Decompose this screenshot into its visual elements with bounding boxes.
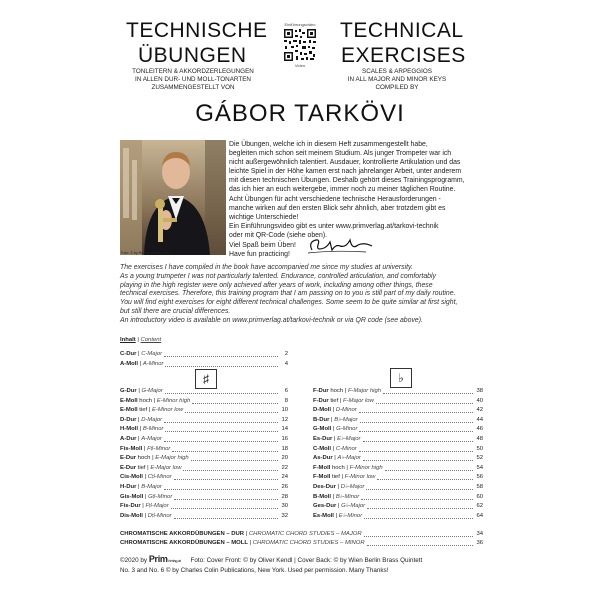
closing-de: Viel Spaß beim Üben! [229, 242, 296, 249]
toc-entry-de: G-Dur [120, 388, 137, 394]
toc-leader-dots [363, 441, 473, 442]
toc-entry[interactable] [120, 530, 362, 538]
toc-entry-de: Des-Dur [313, 484, 336, 490]
toc-leader-dots [363, 460, 473, 461]
toc-page-number: 16 [281, 436, 288, 442]
toc-entry-de: E-Dur [120, 455, 137, 462]
toc-entry-sep: | [150, 455, 156, 462]
toc-entry-sep: | [338, 397, 344, 404]
toc-page-number: 8 [284, 397, 288, 404]
toc-entry-sep: | [136, 416, 142, 423]
toc-leader-dots [364, 536, 473, 537]
signature [306, 236, 374, 256]
en-line: The exercises I have compiled in the book have accompanied me since my studies at university. [120, 264, 413, 271]
toc-leader-dots [164, 422, 278, 423]
en-line: technical exercises. Therefore, this training program that I am passing on to you is still part of my daily routine. [120, 290, 456, 298]
toc-entry-de: Dis-Moll [120, 512, 143, 519]
toc-heading-de: Inhalt [120, 337, 136, 343]
toc-entry-en: C♯-Minor [147, 474, 172, 481]
de-subtitle [123, 68, 263, 92]
toc-entry[interactable] [120, 425, 163, 433]
toc-entry-de: Cis-Moll [120, 474, 143, 481]
de-subtitle-line-2: IN ALLEN DUR- UND MOLL-TONARTEN [135, 75, 251, 83]
toc-entry-sep: | [136, 484, 142, 490]
toc-page-number: 52 [476, 455, 483, 462]
toc-leader-dots [165, 366, 278, 367]
toc-entry-sep: | [136, 388, 142, 394]
toc-leader-dots [174, 499, 278, 500]
publisher-name: Prim [148, 554, 168, 564]
toc-entry-de: F-Dur [313, 388, 329, 394]
toc-entry-de: Es-Dur [313, 436, 333, 442]
toc-entry-en: A-Major [141, 436, 162, 442]
toc-entry[interactable] [313, 454, 361, 462]
toc-leader-dots [164, 356, 278, 357]
toc-entry-de: A-Dur [120, 436, 137, 442]
toc-page-number: 58 [476, 484, 483, 490]
toc-entry[interactable] [120, 387, 163, 395]
footer-line-1 [120, 554, 422, 564]
toc-entry-de: C-Moll [313, 445, 331, 452]
toc-entry-sep: | [142, 512, 148, 519]
toc-entry-sep: | [142, 445, 148, 452]
toc-leader-dots [359, 412, 473, 413]
toc-entry-en: E-Major high [155, 455, 189, 462]
toc-entry-sep: | [145, 464, 151, 471]
toc-entry[interactable] [313, 387, 381, 395]
toc-entry[interactable] [313, 483, 364, 491]
toc-entry-sep: | [138, 426, 143, 433]
toc-entry-de: Fis-Dur [120, 503, 141, 510]
toc-entry[interactable] [120, 512, 172, 520]
toc-leader-dots [359, 451, 473, 452]
toc-entry[interactable] [313, 502, 365, 510]
toc-entry-en: E♭-Minor [338, 512, 363, 519]
toc-entry[interactable] [313, 445, 357, 453]
toc-entry[interactable] [120, 435, 162, 443]
toc-entry-en: B♭-Major [334, 416, 358, 423]
toc-page-number: 24 [281, 474, 288, 481]
de-line: nicht außergewöhnlich talentiert. Ausdauer, kontrollierte Artikulation und das [229, 159, 461, 167]
toc-entry-en: F-Minor low [344, 474, 376, 481]
flat-keys-box [390, 368, 412, 388]
toc-entry-en: D-Minor [335, 407, 357, 414]
toc-entry-en: F♯-Major [145, 503, 169, 510]
toc-page-number: 54 [476, 464, 483, 471]
toc-entry-de: F-Moll [313, 474, 331, 481]
toc-entry-en: F-Major high [347, 388, 382, 394]
de-title-line-1: TECHNISCHE [126, 19, 268, 42]
toc-entry[interactable] [313, 425, 357, 433]
toc-entry-de: F-Moll [313, 464, 331, 471]
toc-entry-de: Gis-Moll [120, 493, 144, 500]
toc-leader-dots [366, 489, 473, 490]
toc-leader-dots [367, 508, 473, 509]
toc-entry[interactable] [120, 416, 162, 424]
en-subtitle-line-1: SCALES & ARPEGGIOS [362, 68, 432, 75]
toc-entry-de: B-Moll [313, 493, 331, 500]
de-line: mit diesen technischen Übungen. Deshalb gehört dieses Trainingsprogramm, [229, 177, 465, 185]
de-line: das ich hier an euch weitergebe, immer noch zu meiner täglichen Routine. [229, 186, 456, 194]
toc-entry-en: G♭-Major [341, 503, 366, 510]
toc-entry[interactable] [313, 397, 374, 405]
en-subtitle-line-2: IN ALL MAJOR AND MINOR KEYS [347, 75, 447, 83]
toc-page-number: 22 [281, 464, 288, 471]
en-title-line-1: TECHNICAL [340, 19, 464, 42]
toc-page-number: 60 [476, 493, 483, 500]
toc-entry-de: CHROMATISCHE AKKORDÜBUNGEN – DUR [120, 531, 245, 537]
author-photo [120, 140, 226, 255]
toc-entry-de: Es-Moll [313, 512, 334, 519]
toc-entry-de: E-Moll [120, 397, 138, 404]
de-line: leichte Spiel in der Höhe kamen erst nach jahrelanger Arbeit, unter anderem [229, 168, 462, 176]
toc-entry-register: hoch [328, 388, 344, 394]
toc-heading [120, 336, 161, 344]
toc-entry-sep: | [140, 503, 146, 510]
toc-leader-dots [385, 470, 473, 471]
toc-leader-dots [165, 431, 278, 432]
toc-entry-sep: | [152, 397, 157, 404]
toc-entry-sep: | [331, 407, 336, 414]
toc-entry[interactable] [120, 445, 170, 453]
de-line: begleiten mich schon seit meinem Studium. Als junger Trompeter war ich [229, 150, 452, 158]
copyright-text: ©2020 by [120, 557, 148, 564]
toc-entry[interactable] [120, 493, 172, 501]
toc-entry-en: E♭-Major [337, 436, 361, 442]
en-line: playing in the high register were only achieved after years of work, including among other things, these [120, 281, 433, 289]
toc-entry-sep: | [136, 436, 142, 442]
toc-page-number: 12 [281, 416, 288, 423]
toc-leader-dots [359, 431, 473, 432]
toc-entry-sep: | [143, 493, 149, 500]
toc-leader-dots [183, 470, 278, 471]
toc-page-number: 56 [476, 474, 483, 481]
toc-heading-sep: | [135, 337, 141, 343]
closing-block [229, 241, 296, 259]
closing-en: Have fun practicing! [229, 251, 290, 259]
toc-entry-de: D-Moll [313, 407, 331, 414]
toc-page-number: 36 [476, 539, 483, 546]
publisher-logo [149, 554, 181, 564]
qr-block[interactable] [282, 22, 318, 68]
toc-entry-sep: | [138, 360, 143, 367]
en-subtitle-line-3: COMPILED BY [375, 83, 419, 91]
toc-entry-de: Ges-Dur [313, 503, 337, 510]
toc-entry-de: B-Dur [313, 416, 330, 423]
toc-entry-en: F-Minor high [349, 464, 383, 471]
toc-leader-dots [185, 412, 278, 413]
publisher-suffix: Verlag.at [167, 558, 181, 563]
toc-page-number: 34 [476, 531, 483, 537]
toc-entry-en: A♭-Major [337, 455, 361, 462]
toc-page-number: 6 [284, 388, 288, 394]
de-subtitle-line-3: ZUSAMMENGESTELLT VON [151, 83, 235, 91]
qr-caption-top: Einführungsvideo [284, 22, 316, 27]
footer-line-2: No. 3 and No. 6 © by Charles Colin Publications, New York. Used per permission. Many Thanks! [120, 567, 389, 574]
toc-entry[interactable] [313, 493, 359, 501]
photo-credits: Foto: Cover Front: © by Oliver Kendl | Cover Back: © by Wien Berlin Brass Quintett [190, 557, 423, 564]
toc-entry-en: CHROMATIC CHORD STUDIES – MAJOR [248, 531, 362, 537]
toc-entry-sep: | [344, 464, 350, 471]
toc-entry-sep: | [329, 416, 335, 423]
de-title-line-2: ÜBUNGEN [138, 44, 247, 67]
toc-leader-dots [164, 441, 278, 442]
toc-entry-sep: | [147, 407, 152, 414]
toc-heading-en: Content [140, 337, 162, 343]
toc-page-number: 18 [281, 445, 288, 452]
author-name: GÁBOR TARKÖVI [195, 100, 405, 127]
qr-caption-bottom: Video [294, 63, 306, 68]
toc-leader-dots [165, 393, 278, 394]
toc-entry-en: A-Minor [142, 360, 164, 367]
toc-entry[interactable] [313, 464, 383, 472]
toc-entry-de: As-Dur [313, 455, 333, 462]
toc-page-number: 4 [284, 360, 288, 367]
toc-leader-dots [383, 393, 473, 394]
toc-entry[interactable] [120, 406, 183, 414]
toc-page-number: 32 [281, 512, 288, 519]
toc-entry[interactable] [120, 502, 169, 510]
toc-entry-sep: | [333, 512, 339, 519]
toc-entry-sep: | [142, 474, 148, 481]
toc-entry-de: Fis-Moll [120, 445, 143, 452]
toc-entry-de: A-Moll [120, 360, 138, 367]
toc-entry-en: F-Major low [343, 397, 374, 404]
toc-entry-sep: | [335, 484, 341, 490]
toc-entry[interactable] [313, 406, 357, 414]
toc-leader-dots [191, 460, 278, 461]
toc-page-number: 42 [476, 407, 483, 414]
toc-page-number: 30 [281, 503, 288, 510]
toc-entry-en: E-Major low [150, 464, 182, 471]
toc-entry-en: B♭-Minor [335, 493, 360, 500]
toc-entry-de: H-Dur [120, 484, 137, 490]
en-line: As a young trumpeter I was not particularly talented. Endurance, controlled articulation, and comfortably [120, 272, 436, 280]
toc-page-number: 10 [281, 407, 288, 414]
toc-entry[interactable] [120, 464, 181, 472]
toc-entry-de: E-Moll [120, 407, 138, 414]
toc-page-number: 20 [281, 455, 288, 462]
toc-leader-dots [367, 545, 473, 546]
toc-entry-en: D♯-Minor [147, 512, 172, 519]
toc-entry-de: E-Dur [120, 464, 137, 471]
toc-entry[interactable] [120, 539, 365, 547]
toc-leader-dots [174, 518, 278, 519]
toc-entry-sep: | [343, 388, 348, 394]
toc-entry-register: hoch [330, 464, 345, 471]
toc-leader-dots [192, 403, 278, 404]
toc-entry-sep: | [244, 531, 249, 537]
toc-page-number: 50 [476, 445, 483, 452]
en-subtitle [337, 68, 457, 92]
toc-entry-de: D-Dur [120, 416, 137, 423]
toc-leader-dots [361, 499, 473, 500]
toc-entry[interactable] [120, 397, 190, 405]
toc-entry-sep: | [331, 426, 337, 433]
trumpet-player-photo [120, 140, 226, 255]
de-line: Ein Einführungsvideo gibt es unter www.primverlag.at/tarkovi-technik [229, 222, 439, 230]
flat-icon: ♭ [398, 371, 404, 385]
toc-entry-en: G♯-Minor [148, 493, 173, 500]
de-line: manche wirken auf den ersten Blick sehr ähnlich, aber trotzdem gibt es [229, 204, 446, 212]
en-title-line-2: EXERCISES [341, 44, 466, 67]
toc-page-number: 46 [476, 426, 483, 433]
toc-entry-sep: | [332, 455, 338, 462]
toc-entry-en: CHROMATIC CHORD STUDIES – MINOR [252, 539, 365, 546]
toc-entry-register: hoch [137, 397, 153, 404]
de-line: wichtige Unterschiede! [229, 213, 299, 221]
de-line: oder mit QR-Code (siehe oben). [229, 231, 328, 239]
toc-entry-sep: | [332, 436, 338, 442]
toc-entry-sep: | [331, 445, 336, 452]
toc-leader-dots [164, 489, 278, 490]
toc-page-number: 2 [284, 351, 288, 357]
toc-entry-de: C-Dur [120, 351, 137, 357]
en-line: but still there are crucial differences. [120, 307, 231, 315]
toc-leader-dots [376, 403, 473, 404]
toc-entry-en: G-Major [141, 388, 163, 394]
toc-page-number: 40 [476, 397, 483, 404]
de-line: Die Übungen, welche ich in diesem Heft zusammengestellt habe, [229, 141, 428, 148]
toc-leader-dots [360, 422, 473, 423]
toc-entry-sep: | [336, 503, 342, 510]
en-paragraph [120, 264, 490, 326]
toc-page-number: 38 [476, 388, 483, 394]
toc-entry-register: tief [330, 474, 340, 481]
de-line: Acht Übungen für acht verschiedene technische Herausforderungen - [229, 195, 441, 203]
toc-entry-sep: | [247, 539, 253, 546]
toc-leader-dots [174, 479, 278, 480]
toc-entry-en: B-Major [141, 484, 162, 490]
toc-leader-dots [364, 518, 473, 519]
toc-entry[interactable] [120, 473, 172, 481]
toc-entry-en: B-Minor [142, 426, 164, 433]
toc-entry[interactable] [120, 483, 162, 491]
toc-entry-register: hoch [136, 455, 151, 462]
toc-entry[interactable] [313, 473, 375, 481]
toc-page-number: 14 [281, 426, 288, 433]
toc-leader-dots [171, 508, 278, 509]
toc-entry-en: E-Minor low [151, 407, 184, 414]
toc-entry-en: D-Major [141, 416, 163, 423]
toc-entry-de: H-Moll [120, 426, 138, 433]
sharp-keys-box [195, 369, 217, 389]
toc-entry-en: D♭-Major [340, 484, 365, 490]
de-subtitle-line-1: TONLEITERN & AKKORDZERLEGUNGEN [132, 68, 254, 75]
toc-entry-en: E-Minor high [156, 397, 191, 404]
toc-entry-register: tief [137, 407, 148, 414]
toc-entry-sep: | [339, 474, 345, 481]
toc-entry[interactable] [313, 435, 361, 443]
toc-entry-en: G-Minor [336, 426, 358, 433]
toc-page-number: 48 [476, 436, 483, 442]
toc-entry-de: CHROMATISCHE AKKORDÜBUNGEN – MOLL [120, 539, 248, 546]
de-paragraph [229, 140, 489, 240]
en-line: An introductory video is available on www.primverlag.at/tarkovi-technik or via QR code (see above). [120, 316, 423, 324]
toc-entry-sep: | [136, 351, 142, 357]
toc-entry[interactable] [120, 360, 163, 368]
toc-entry-register: tief [136, 464, 146, 471]
toc-page-number: 62 [476, 503, 483, 510]
toc-entry-en: C-Major [141, 351, 163, 357]
en-line: You will find eight exercises for eight different technical challenges. Some seem to be quite similar at first sight, [120, 299, 458, 307]
toc-entry[interactable] [120, 350, 162, 358]
toc-entry[interactable] [120, 454, 189, 462]
qr-code-icon[interactable] [283, 28, 317, 62]
toc-entry-register: tief [328, 397, 339, 404]
toc-entry-en: F♯-Minor [147, 445, 171, 452]
toc-leader-dots [172, 451, 278, 452]
toc-page-number: 44 [476, 416, 483, 423]
toc-page-number: 26 [281, 484, 288, 490]
toc-entry-sep: | [331, 493, 336, 500]
toc-entry-en: C-Minor [335, 445, 357, 452]
sharp-icon: ♯ [203, 372, 209, 386]
toc-entry[interactable] [313, 512, 362, 520]
toc-entry-de: F-Dur [313, 397, 329, 404]
toc-entry[interactable] [313, 416, 358, 424]
toc-page-number: 64 [476, 512, 483, 519]
toc-page-number: 28 [281, 493, 288, 500]
toc-entry-de: G-Moll [313, 426, 332, 433]
photo-caption: Foto: © by Roman Boczkowski [121, 251, 170, 255]
toc-leader-dots [377, 479, 473, 480]
